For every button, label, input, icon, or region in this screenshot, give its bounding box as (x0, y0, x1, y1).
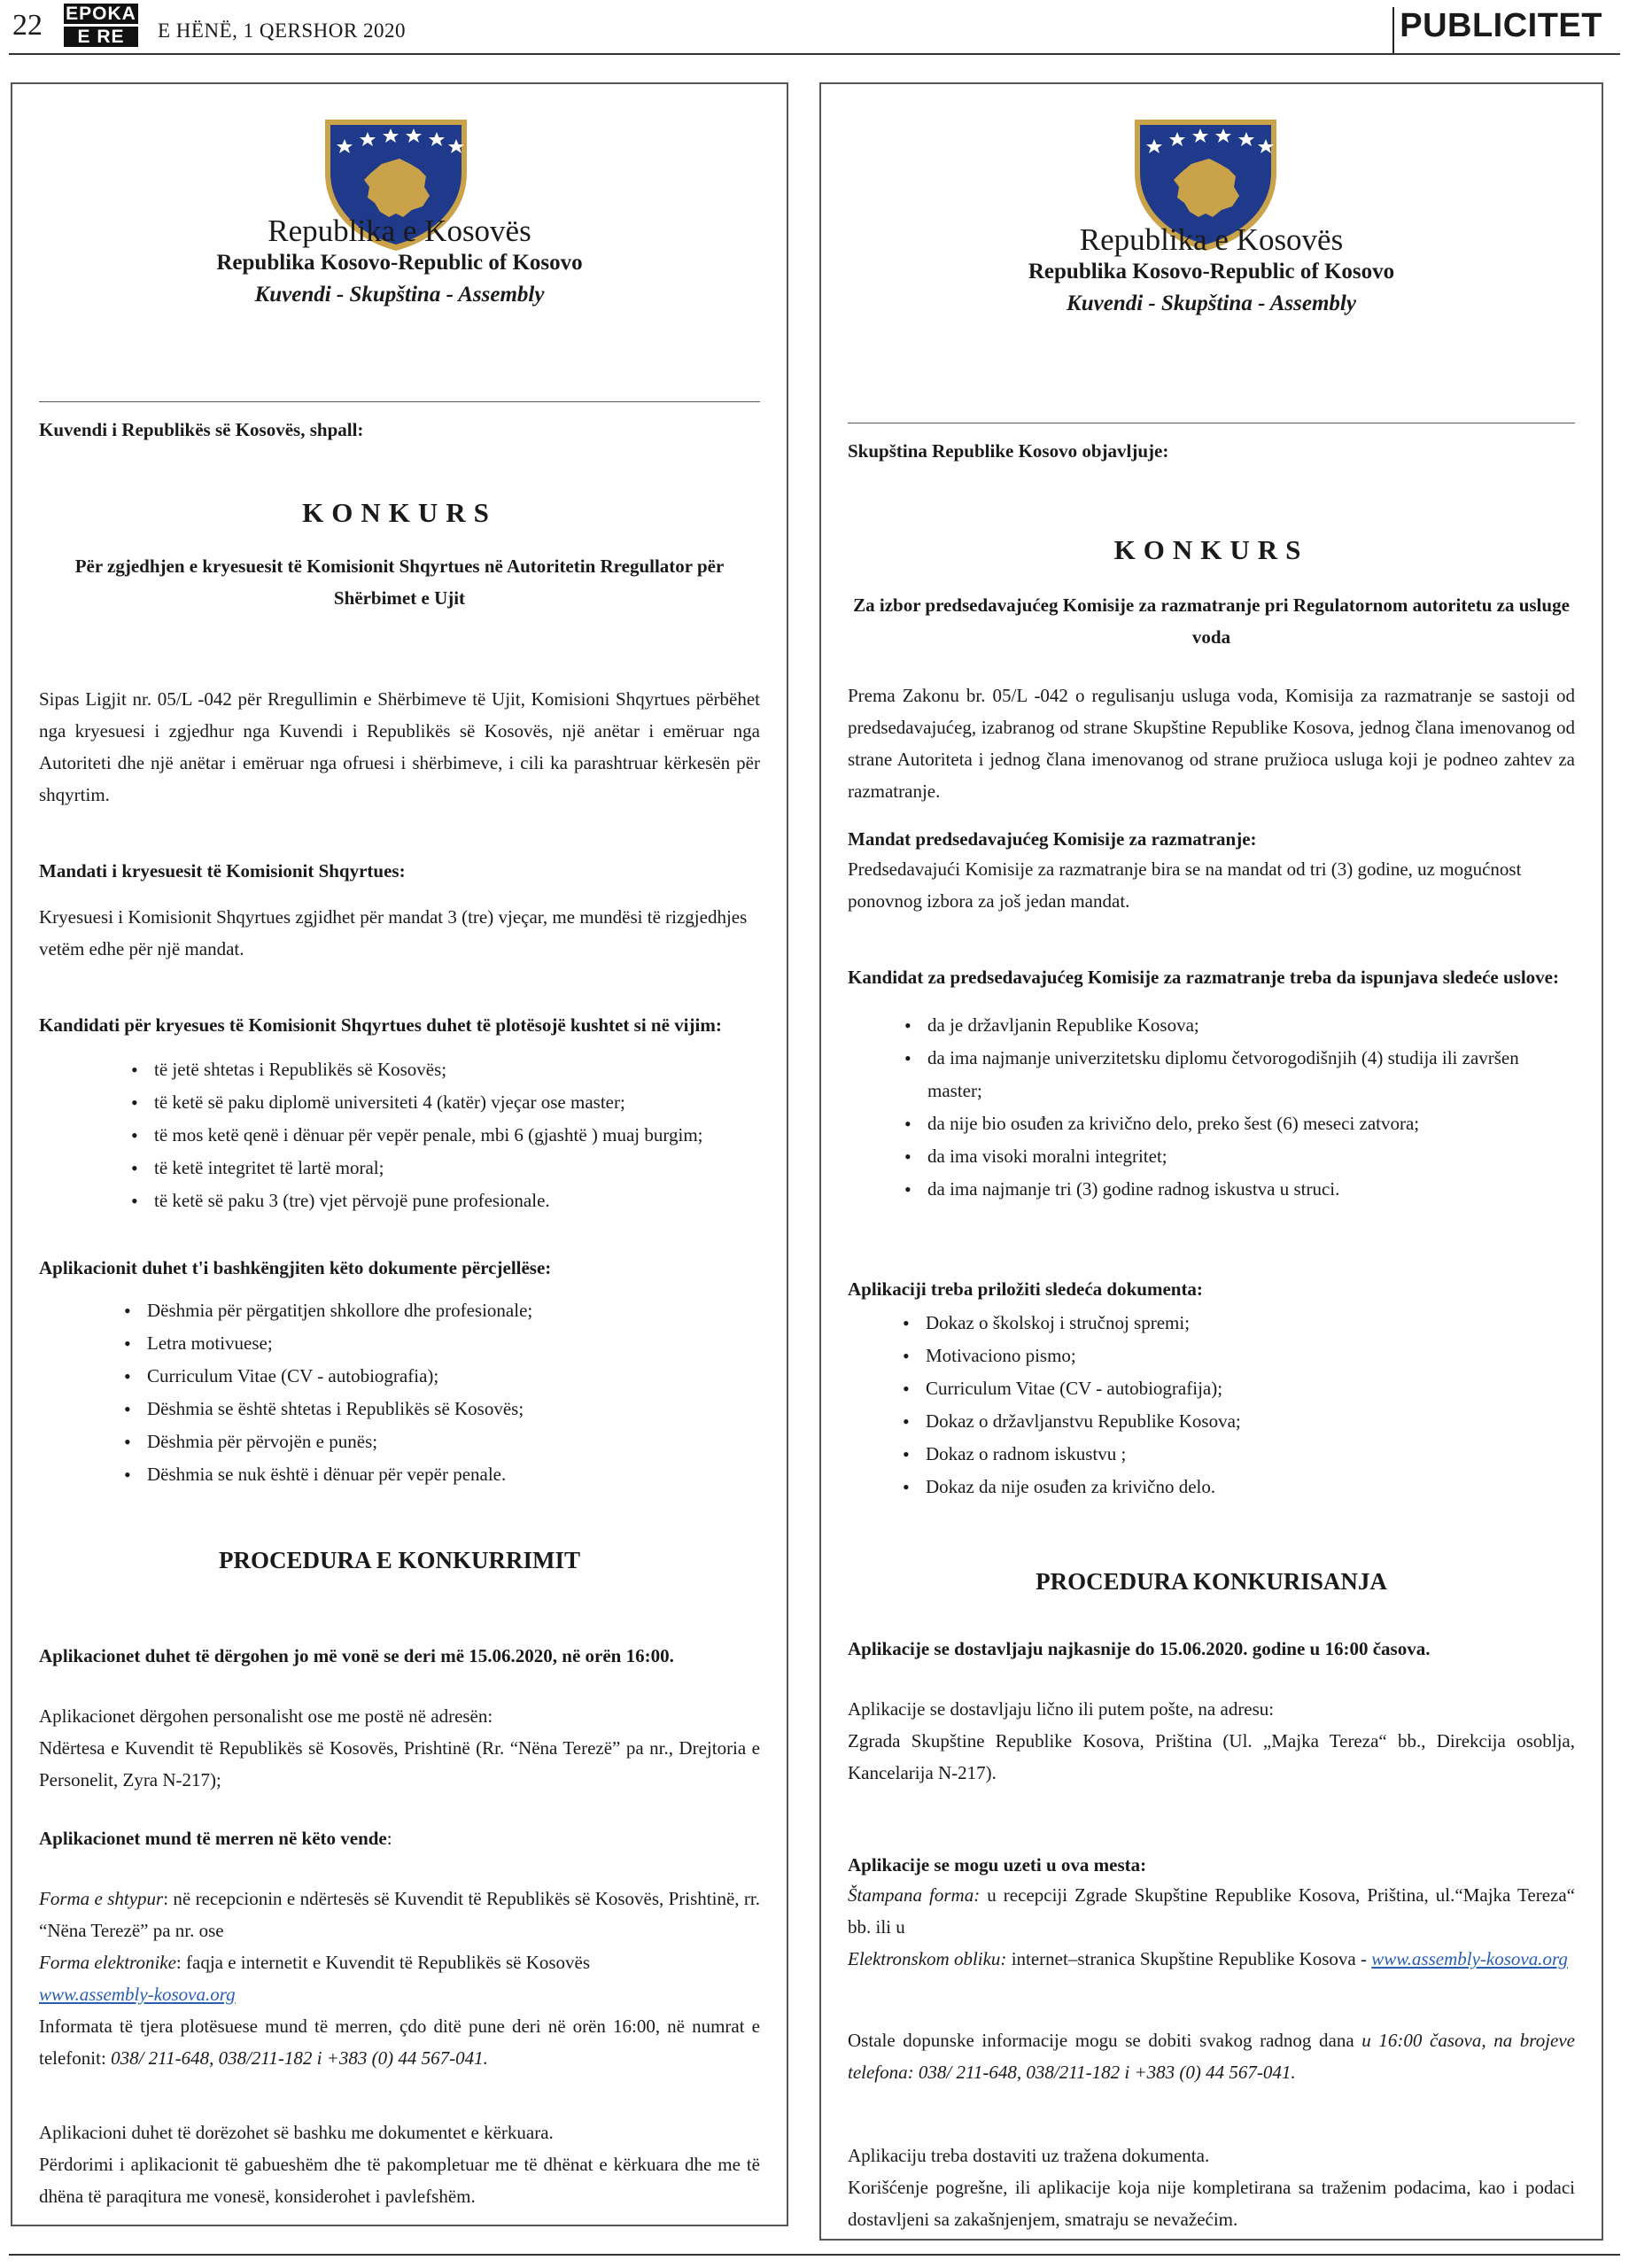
issue-date: E HËNË, 1 QERSHOR 2020 (158, 19, 406, 42)
list-item: • të ketë integritet të lartë moral; (154, 1152, 760, 1184)
phone-numbers: 038/ 211-648, 038/211-182 i +383 (0) 44 567-041. (111, 2047, 488, 2069)
obtain-heading-text: Aplikacionet mund të merren në këto vende (39, 1828, 387, 1849)
announcement-albanian (11, 82, 788, 2226)
printed-form-label: Štampana forma: (848, 1884, 981, 1906)
republic-subtitle: Republika Kosovo-Republic of Kosovo (1028, 260, 1395, 284)
page-number: 22 (12, 9, 43, 42)
konkurs-heading: KONKURS (1113, 534, 1309, 565)
website-line (39, 1978, 760, 2010)
list-item: • të ketë së paku 3 (tre) vjet përvojë pune profesionale. (154, 1184, 760, 1217)
electronic-form-label: Elektronskom obliku: (848, 1948, 1007, 1969)
obtain-heading (39, 1822, 760, 1854)
documents-heading: Aplikacionit duhet t'i bashkëngjiten këto dokumente përcjellëse: (39, 1257, 552, 1278)
website-link[interactable]: www.assembly-kosova.org (1371, 1948, 1568, 1969)
list-item: • da ima najmanje tri (3) godine radnog iskustva u struci. (927, 1173, 1575, 1206)
intro-paragraph: Prema Zakonu br. 05/L -042 o regulisanju usluga voda, Komisija za razmatranje se sastoji od predsedavajućeg, izabranog od strane Skupštine Republike Kosova, jednog člana imenovanog od strane Autoriteta i jednog člana imenovanog od strane pružioca usluga koji je podneo zahtev za razmatranje. (848, 685, 1575, 802)
logo-line1: EPOKA (64, 4, 138, 24)
closing-line-1: Aplikaciju treba dostaviti uz tražena dokumenta. (848, 2145, 1210, 2166)
konkurs-heading: KONKURS (302, 497, 497, 528)
obtain-details (39, 1883, 760, 2074)
header-block (848, 224, 1575, 320)
purpose-line-2: voda (1191, 626, 1231, 648)
obtain-colon: : (386, 1828, 392, 1849)
send-line-2: Zgrada Skupštine Republike Kosova, Priština (Ul. „Majka Tereza“ bb., Direkcija osoblja, Kancelarija N-217). (848, 1730, 1575, 1783)
closing-notes (848, 2140, 1575, 2235)
purpose-line-1: Për zgjedhjen e kryesuesit të Komisionit Shqyrtues në Autoritetin Rregullator për (74, 555, 725, 577)
send-line-1: Aplikacionet dërgohen personalisht ose me postë në adresën: (39, 1705, 493, 1727)
list-item: • da ima visoki moralni integritet; (927, 1140, 1575, 1173)
list-item: • da nije bio osuđen za krivično delo, preko šest (6) meseci zatvora; (927, 1107, 1575, 1140)
documents-list (926, 1307, 1575, 1503)
electronic-form-text: : faqja e internetit e Kuvendit të Republikës së Kosovës (175, 1952, 591, 1973)
list-item: • të jetë shtetas i Republikës së Kosovës; (154, 1053, 760, 1086)
send-line-2: Ndërtesa e Kuvendit të Republikës së Kosovës, Prishtinë (Rr. “Nëna Terezë” pa nr., Drejtoria e Personelit, Zyra N-217); (39, 1737, 760, 1790)
conditions-heading: Kandidati për kryesues të Komisionit Shqyrtues duhet të plotësojë kushtet si në vijim: (39, 1014, 722, 1036)
purpose-heading (39, 550, 760, 614)
list-item: • Curriculum Vitae (CV - autobiografia); (147, 1360, 760, 1393)
header-divider-line (39, 401, 760, 402)
send-line-1: Aplikacije se dostavljaju lično ili putem pošte, na adresu: (848, 1698, 1275, 1720)
announces-line: Kuvendi i Republikës së Kosovës, shpall: (39, 419, 364, 440)
printed-form-text: : në recepcionin e ndërtesës së Kuvendit të Republikës së Kosovës, Prishtinë, rr. “Nëna Terezë” pa nr. ose (39, 1888, 760, 1941)
printed-form-label: Forma e shtypur (39, 1888, 164, 1909)
info-line (39, 2010, 760, 2074)
list-item: • Dokaz o državljanstvu Republike Kosova; (926, 1405, 1575, 1438)
logo-line2: E RE (64, 27, 138, 47)
list-item: • Dokaz da nije osuđen za krivično delo. (926, 1471, 1575, 1503)
electronic-form-line (848, 1943, 1575, 1975)
republic-subtitle: Republika Kosovo-Republic of Kosovo (216, 251, 583, 275)
documents-heading: Aplikaciji treba priložiti sledeća dokumenta: (848, 1278, 1203, 1300)
list-item: • Dëshmia për përvojën e punës; (147, 1425, 760, 1458)
conditions-list (927, 1009, 1575, 1206)
footer-rule (9, 2254, 1620, 2256)
closing-line-2: Përdorimi i aplikacionit të gabueshëm dhe të pakompletuar me të dhënat e kërkuara dhe me të dhëna të paraqitura me vonesë, konsiderohet i pavlefshëm. (39, 2154, 760, 2207)
info-italic: u 16:00 časova, na brojeve telefona: 038/ 211-648, 038/211-182 i +383 (0) 44 567-041. (848, 2030, 1575, 2083)
republic-title: Republika e Kosovës (1079, 222, 1344, 257)
info-text: Informata të tjera plotësuese mund të merren, çdo ditë pune deri në orën 16:00, në numrat e telefonit: (39, 2016, 760, 2069)
assembly-line: Kuvendi - Skupština - Assembly (1067, 291, 1356, 315)
printed-form-line (848, 1879, 1575, 1943)
deadline-text: Aplikacije se dostavljaju najkasnije do 15.06.2020. godine u 16:00 časova. (848, 1638, 1431, 1659)
electronic-form-label: Forma elektronike (39, 1952, 176, 1973)
procedure-heading: PROCEDURA E KONKURRIMIT (218, 1547, 581, 1573)
list-item: • të ketë së paku diplomë universiteti 4 (katër) vjeçar ose master; (154, 1086, 760, 1119)
mandate-heading: Mandati i kryesuesit të Komisionit Shqyrtues: (39, 860, 406, 882)
documents-list (147, 1294, 760, 1491)
send-address (848, 1693, 1575, 1789)
obtain-details (848, 1879, 1575, 1975)
list-item: • da je državljanin Republike Kosova; (927, 1009, 1575, 1042)
page-header (0, 0, 1629, 55)
announcement-serbian (819, 82, 1603, 2241)
conditions-heading: Kandidat za predsedavajućeg Komisije za razmatranje treba da ispunjava sledeće uslove: (848, 967, 1559, 988)
mandate-heading: Mandat predsedavajućeg Komisije za razmatranje: (848, 828, 1257, 850)
assembly-line: Kuvendi - Skupština - Assembly (254, 283, 545, 307)
purpose-line-2: Shërbimet e Ujit (333, 587, 466, 609)
list-item: • Dëshmia se është shtetas i Republikës së Kosovës; (147, 1393, 760, 1425)
list-item: • Letra motivuese; (147, 1327, 760, 1360)
intro-paragraph: Sipas Ligjit nr. 05/L -042 për Rregullimin e Shërbimeve të Ujit, Komisioni Shqyrtues përbëhet nga kryesuesi i zgjedhur nga Kuvendi i Republikës së Kosovës, një anëtar i emëruar nga Autoriteti dhe një anëtar i emëruar nga ofruesi i shërbimeve, i cili ka parashtruar kërkesën për shqyrtim. (39, 688, 760, 805)
obtain-heading: Aplikacije se mogu uzeti u ova mesta: (848, 1854, 1147, 1876)
mandate-text: Kryesuesi i Komisionit Shqyrtues zgjidhet për mandat 3 (tre) vjeçar, me mundësi të rizgjedhjes vetëm edhe për një mandat. (39, 906, 748, 959)
closing-notes (39, 2117, 760, 2212)
website-link[interactable]: www.assembly-kosova.org (39, 1984, 236, 2005)
newspaper-logo (64, 4, 138, 48)
info-text: Ostale dopunske informacije mogu se dobiti svakog radnog dana (848, 2030, 1362, 2051)
header-rule (9, 53, 1620, 55)
deadline-text: Aplikacionet duhet të dërgohen jo më vonë se deri më 15.06.2020, në orën 16:00. (39, 1645, 674, 1666)
purpose-line-1: Za izbor predsedavajućeg Komisije za razmatranje pri Regulatornom autoritetu za usluge (853, 594, 1570, 616)
list-item: • Dëshmia për përgatitjen shkollore dhe profesionale; (147, 1294, 760, 1327)
printed-form-line (39, 1883, 760, 1946)
list-item: • Dokaz o školskoj i stručnoj spremi; (926, 1307, 1575, 1340)
list-item: • Dokaz o radnom iskustvu ; (926, 1438, 1575, 1471)
send-address (39, 1700, 760, 1796)
closing-line-2: Korišćenje pogrešne, ili aplikacije koja nije kompletirana sa traženim podacima, kao i podaci dostavljeni sa zakašnjenjem, smatraju se nevažećim. (848, 2177, 1575, 2230)
closing-line-1: Aplikacioni duhet të dorëzohet së bashku me dokumentet e kërkuara. (39, 2122, 554, 2143)
list-item: • Dëshmia se nuk është i dënuar për vepër penale. (147, 1458, 760, 1491)
procedure-heading: PROCEDURA KONKURISANJA (1036, 1568, 1387, 1595)
electronic-form-text: internet–stranica Skupštine Republike Kosova - (1006, 1948, 1372, 1969)
info-block (848, 2024, 1575, 2088)
republic-title: Republika e Kosovës (268, 214, 531, 248)
header-block (39, 215, 760, 311)
electronic-form-line (39, 1946, 760, 1978)
announces-line: Skupština Republike Kosovo objavljuje: (848, 440, 1169, 462)
printed-form-text: u recepciji Zgrade Skupštine Republike Kosova, Priština, ul.“Majka Tereza“ bb. ili u (848, 1884, 1575, 1938)
header-divider (1392, 7, 1394, 55)
list-item: • të mos ketë qenë i dënuar për vepër penale, mbi 6 (gjashtë ) muaj burgim; (154, 1119, 760, 1152)
list-item: • Motivaciono pismo; (926, 1340, 1575, 1372)
section-title: PUBLICITET (1400, 7, 1602, 44)
list-item: • da ima najmanje univerzitetsku diplomu četvorogodišnjih (4) studija ili završen master; (927, 1042, 1575, 1107)
purpose-heading (848, 589, 1575, 653)
conditions-list (154, 1053, 760, 1217)
list-item: • Curriculum Vitae (CV - autobiografija); (926, 1372, 1575, 1405)
mandate-text: Predsedavajući Komisije za razmatranje bira se na mandat od tri (3) godine, uz mogućnost ponovnog izbora za još jedan mandat. (848, 858, 1522, 912)
